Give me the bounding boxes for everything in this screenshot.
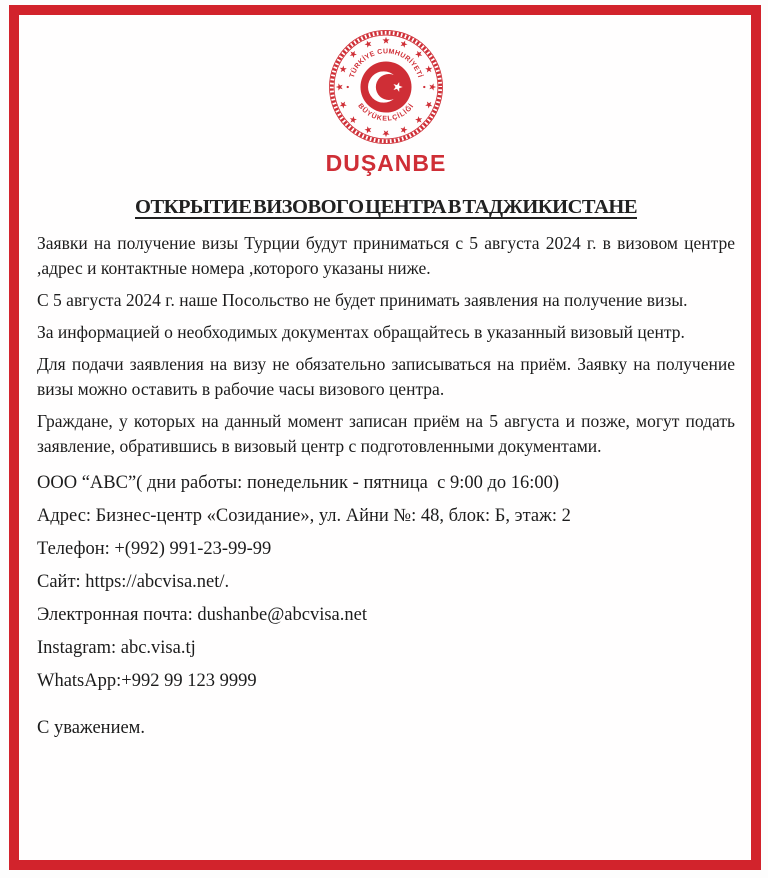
contact-email: Электронная почта: dushanbe@abcvisa.net bbox=[37, 605, 367, 625]
contact-company-hours: ООО “ABC”( дни работы: понедельник - пятница с 9:00 до 16:00) bbox=[37, 473, 560, 493]
seal-bottom-arc-text: BÜYÜKELÇİLİĞİ bbox=[356, 102, 416, 123]
contact-phone: Телефон: +(992) 991-23-99-99 bbox=[37, 539, 272, 559]
contact-instagram: Instagram: abc.visa.tj bbox=[37, 638, 196, 658]
closing-line: С уважением. bbox=[37, 718, 146, 738]
city-label: DUŞANBE bbox=[325, 150, 447, 176]
contact-website: Сайт: https://abcvisa.net/. bbox=[37, 572, 230, 592]
contact-info-block bbox=[37, 473, 735, 692]
red-border-frame bbox=[9, 5, 761, 870]
paragraph: С 5 августа 2024 г. наше Посольство не будет принимать заявления на получение визы. bbox=[37, 290, 688, 310]
crescent-and-star bbox=[360, 61, 411, 112]
paragraph: Для подачи заявления на визу не обязательно записываться на приём. Заявку на получение визы можно оставить в рабочие часы визового центра. bbox=[37, 354, 735, 399]
page-content bbox=[19, 15, 751, 739]
contact-address: Адрес: Бизнес-центр «Созидание», ул. Айни №: 48, блок: Б, этаж: 2 bbox=[37, 506, 571, 526]
body-paragraphs bbox=[37, 231, 735, 459]
paragraph: Граждане, у которых на данный момент записан приём на 5 августа и позже, могут подать заявление, обратившись в визовый центр с подготовленными документами. bbox=[37, 411, 735, 456]
paragraph: За информацией о необходимых документах обращайтесь в указанный визовый центр. bbox=[37, 322, 685, 342]
seal-top-arc-text: TÜRKİYE CUMHURİYETİ bbox=[348, 48, 424, 79]
contact-whatsapp: WhatsApp:+992 99 123 9999 bbox=[37, 671, 257, 691]
paragraph: Заявки на получение визы Турции будут приниматься с 5 августа 2024 г. в визовом центре ,адрес и контактные номера ,которого указаны ниже. bbox=[37, 233, 735, 278]
page-title: ОТКРЫТИЕ ВИЗОВОГО ЦЕНТРА В ТАДЖИКИСТАНЕ bbox=[135, 196, 637, 218]
turkish-embassy-seal-icon bbox=[328, 29, 444, 145]
